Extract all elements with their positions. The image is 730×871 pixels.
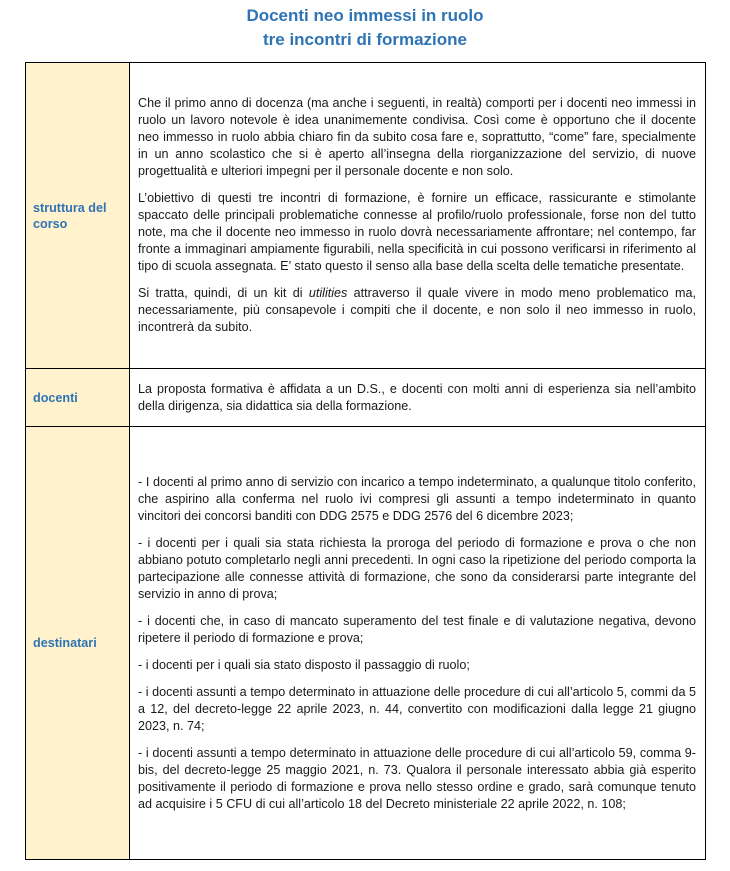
label-struttura-del-corso: struttura del corso [26, 63, 130, 369]
struttura-p3-end: attraverso il quale vivere in modo meno problematico ma, necessariamente, più consapevole i compiti che il docente, e non solo il neo immesso in ruolo, incontrerà da subito. [138, 286, 696, 334]
page-title: Docenti neo immessi in ruolo [246, 6, 484, 25]
content-struttura [130, 63, 706, 369]
destinatari-item: - i docenti per i quali sia stato disposto il passaggio di ruolo; [138, 657, 470, 672]
docenti-paragraph: La proposta formativa è affidata a un D.S., e docenti con molti anni di esperienza sia nell’ambito della dirigenza, sia didattica sia della formazione. [138, 381, 696, 413]
content-destinatari [130, 427, 706, 860]
row-destinatari [26, 427, 706, 860]
destinatari-item: - i docenti assunti a tempo determinato in attuazione delle procedure di cui all’articolo 59, comma 9-bis, del decreto-legge 25 maggio 2021, n. 73. Qualora il personale interessato abbia già esperito positivamente il periodo di formazione e prova nello stesso ordine e grado, sarà comunque tenuto ad acquisire i 5 CFU di cui all’articolo 18 del Decreto ministeriale 22 aprile 2022, n. 108; [138, 745, 696, 811]
struttura-p3-start: Si tratta, quindi, di un kit di [138, 286, 309, 300]
destinatari-item: - I docenti al primo anno di servizio con incarico a tempo indeterminato, a qualunque titolo conferito, che aspirino alla conferma nel ruolo ivi compresi gli assunti a tempo indeterminato in quanto vincitori dei concorsi banditi con DDG 2575 e DDG 2576 del 6 dicembre 2023; [138, 474, 696, 523]
destinatari-item: - i docenti che, in caso di mancato superamento del test finale e di valutazione negativa, devono ripetere il periodo di formazione e prova; [138, 613, 696, 645]
page-subtitle: tre incontri di formazione [262, 30, 468, 49]
struttura-p3-utilities: utilities [308, 286, 348, 300]
struttura-paragraph-3 [138, 285, 696, 336]
label-docenti: docenti [26, 369, 130, 427]
destinatari-item: - i docenti assunti a tempo determinato in attuazione delle procedure di cui all’articolo 5, commi da 5 a 12, del decreto-legge 22 aprile 2023, n. 44, convertito con modificazioni dalla legge 21 giugno 2023, n. 74; [138, 684, 696, 733]
course-info-table [25, 62, 706, 860]
content-docenti [130, 369, 706, 427]
label-destinatari: destinatari [26, 427, 130, 860]
struttura-paragraph-1: Che il primo anno di docenza (ma anche i seguenti, in realtà) comporti per i docenti neo immessi in ruolo un lavoro notevole è idea unanimemente condivisa. Così come è opportuno che il docente neo immesso in ruolo abbia chiaro fin da subito cosa fare e, soprattutto, “come” fare, specialmente in un anno scolastico che si è aperto all’insegna della riorganizzazione del servizio, di nuove progettualità e ulteriori impegni per il personale docente e non solo. [138, 96, 696, 178]
row-docenti [26, 369, 706, 427]
struttura-paragraph-2: L’obiettivo di questi tre incontri di formazione, è fornire un efficace, rassicurante e stimolante spaccato delle principali problematiche connesse al profilo/ruolo professionale, forse non del tutto note, ma che il docente neo immesso in ruolo dovrà necessariamente affrontare; nel contempo, far fronte a immaginari ampiamente figurabili, nella specificità in cui possono verificarsi in riferimento al tipo di scuola assegnata. E’ stato questo il senso alla base della scelta delle tematiche presentate. [138, 191, 696, 273]
row-struttura [26, 63, 706, 369]
destinatari-item: - i docenti per i quali sia stata richiesta la proroga del periodo di formazione e prova o che non abbiano potuto completarlo negli anni precedenti. In ogni caso la ripetizione del periodo comporta la partecipazione alle connesse attività di formazione, che sono da considerarsi parte integrante del servizio in anno di prova; [138, 535, 696, 601]
